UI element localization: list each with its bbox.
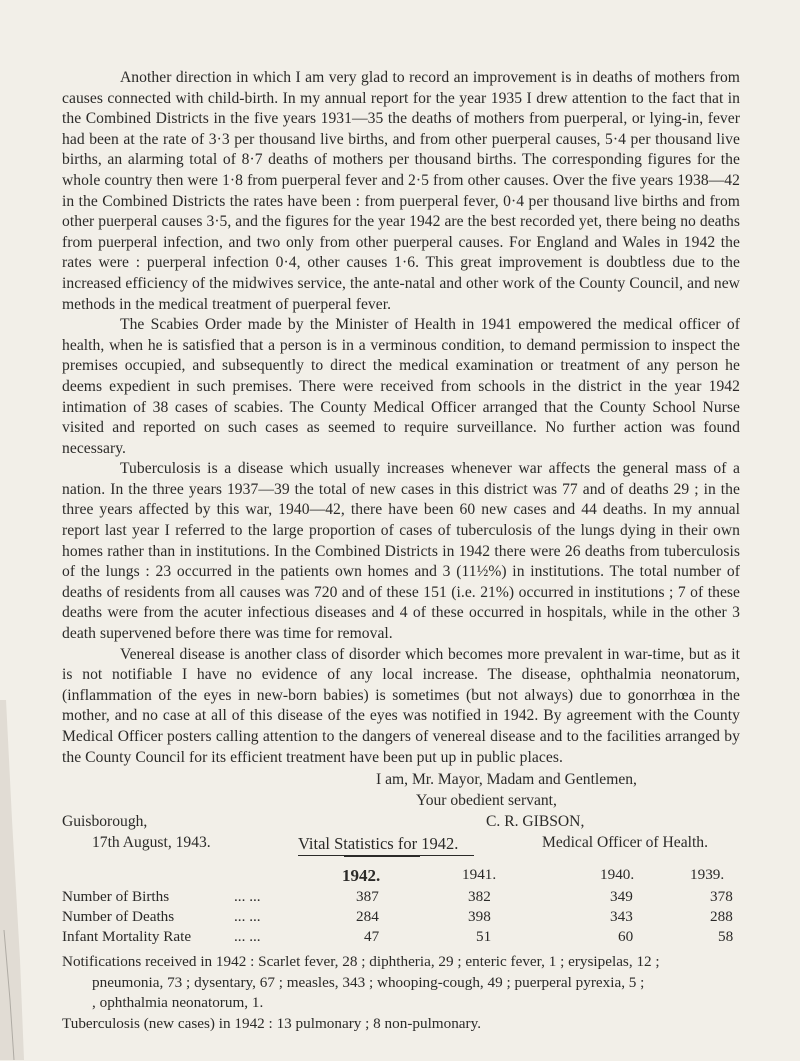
row-dots: ... ... <box>234 888 261 905</box>
signature-place: Guisborough, <box>62 813 148 831</box>
page-edge-shadow <box>0 700 26 1060</box>
row-dots: ... ... <box>234 908 261 925</box>
row-dots: ... ... <box>234 928 261 945</box>
paragraph-tuberculosis: Tuberculosis is a disease which usually increases whenever war affects the general mass of a nation. In the three years 1937—39 the total of new cases in this district was 77 and of deaths 29 ; in the three years affected by this war, 1940—42, there have been 60 new cases and 44 deaths. In my annual report last year I referred to the large proportion of cases of tuberculosis of the lungs dying in their own homes rather than in institutions. In the Combined Districts in 1942 there were 26 deaths from tuberculosis of the lungs : 23 occurred in the patients own homes and 3 (11½%) in institutions. The total number of deaths of residents from all causes was 720 and of these 151 (i.e. 21%) occurred in institutions ; 7 of these deaths were from the acuter infectious diseases and 4 of these occurred in hospitals, while in the other 3 death supervened before there was time for removal. <box>62 460 740 643</box>
cell-1942: 47 <box>364 928 380 945</box>
signature-name: C. R. GIBSON, <box>486 813 585 831</box>
cell-1939: 378 <box>710 888 733 905</box>
cell-1942: 387 <box>356 888 379 905</box>
row-label: Number of Births <box>62 888 170 905</box>
tuberculosis-notifications: Tuberculosis (new cases) in 1942 : 13 pulmonary ; 8 non-pulmonary. <box>62 1014 482 1032</box>
signature-closing: Your obedient servant, <box>416 792 557 810</box>
cell-1941: 51 <box>476 928 492 945</box>
paragraph-scabies: The Scabies Order made by the Minister of Health in 1941 empowered the medical officer of health, when he is satisfied that a person is in a verminous condition, to demand permission to inspect the premises occupied, and subsequently to direct the medical examination or treatment of any person he deems expedient in such premises. There were received from schools in the district in the year 1942 intimation of 38 cases of scabies. The County Medical Officer arranged that the County School Nurse visited and reported on such cases as seemed to require surveillance. No further action was found necessary. <box>62 316 740 457</box>
notifications-line-2: pneumonia, 73 ; dysentary, 67 ; measles, 343 ; whooping-cough, 49 ; puerperal pyrexia, 5 ; <box>92 973 645 991</box>
signature-rule <box>344 856 420 857</box>
table-row <box>62 928 740 948</box>
paragraph-venereal-disease: Venereal disease is another class of disorder which becomes more prevalent in war-time, but as it is not notifiable I have no evidence of any local increase. The disease, ophthalmia neonatorum, (inflammation of the eyes in new-born babies) is sometimes (but not always) due to gonorrhœa in the mother, and no case at all of this disease of the eyes was notified in 1942. By agreement with the County Medical Officer posters calling attention to the dangers of venereal disease and to the facilities arranged by the County Council for its efficient treatment have been put up in public places. <box>62 645 740 766</box>
vital-statistics-table <box>62 866 740 948</box>
year-header-1942: 1942. <box>342 866 381 885</box>
signature-date: 17th August, 1943. <box>92 834 211 852</box>
vital-statistics-underline <box>298 855 474 856</box>
row-label: Infant Mortality Rate <box>62 928 192 945</box>
year-header-1939: 1939. <box>690 866 725 883</box>
cell-1939: 58 <box>718 928 734 945</box>
notifications-line-1: Notifications received in 1942 : Scarlet fever, 28 ; diphtheria, 29 ; enteric fever, 1 ; erysipelas, 12 ; <box>62 953 660 970</box>
cell-1941: 398 <box>468 908 491 925</box>
vital-statistics-title: Vital Statistics for 1942. <box>298 834 459 853</box>
cell-1939: 288 <box>710 908 733 925</box>
report-body <box>62 68 740 854</box>
cell-1940: 343 <box>610 908 633 925</box>
notifications-line-3: , ophthalmia neonatorum, 1. <box>92 994 264 1011</box>
year-header-1941: 1941. <box>462 866 497 883</box>
signature-title: Medical Officer of Health. <box>542 834 708 852</box>
cell-1940: 60 <box>618 928 634 945</box>
table-row <box>62 908 740 928</box>
cell-1940: 349 <box>610 888 633 905</box>
signature-salutation: I am, Mr. Mayor, Madam and Gentlemen, <box>376 771 637 789</box>
cell-1941: 382 <box>468 888 491 905</box>
paragraph-maternal-deaths: Another direction in which I am very glad to record an improvement is in deaths of mothers from causes connected with child-birth. In my annual report for the year 1935 I drew attention to the fact that in the Combined Districts in the five years 1931—35 the deaths of mothers from puerperal, or lying-in, fever had been at the rate of 3·3 per thousand live births, and from other puerperal causes, 5·4 per thousand live births, an alarming total of 8·7 deaths of mothers per thousand births. The corresponding figures for the whole country then were 1·8 from puerperal fever and 2·5 from other causes. Over the five years 1938—42 in the Combined Districts the rates have been : from puerperal fever, 0·4 per thousand live births and from other puerperal causes 3·5, and the figures for the year 1942 are the best recorded yet, there being no deaths from puerperal infection, and two only from other puerperal causes. For England and Wales in 1942 the rates were : puerperal infection 0·4, other causes 1·6. This great improvement is doubtless due to the increased efficiency of the midwives service, the ante-natal and other work of the County Council, and new methods in the medical treatment of puerperal fever. <box>62 69 740 313</box>
row-label: Number of Deaths <box>62 908 175 925</box>
notifications-block <box>62 952 742 1034</box>
cell-1942: 284 <box>356 908 379 925</box>
table-header-row <box>62 866 740 888</box>
year-header-1940: 1940. <box>600 866 635 883</box>
table-row <box>62 888 740 908</box>
